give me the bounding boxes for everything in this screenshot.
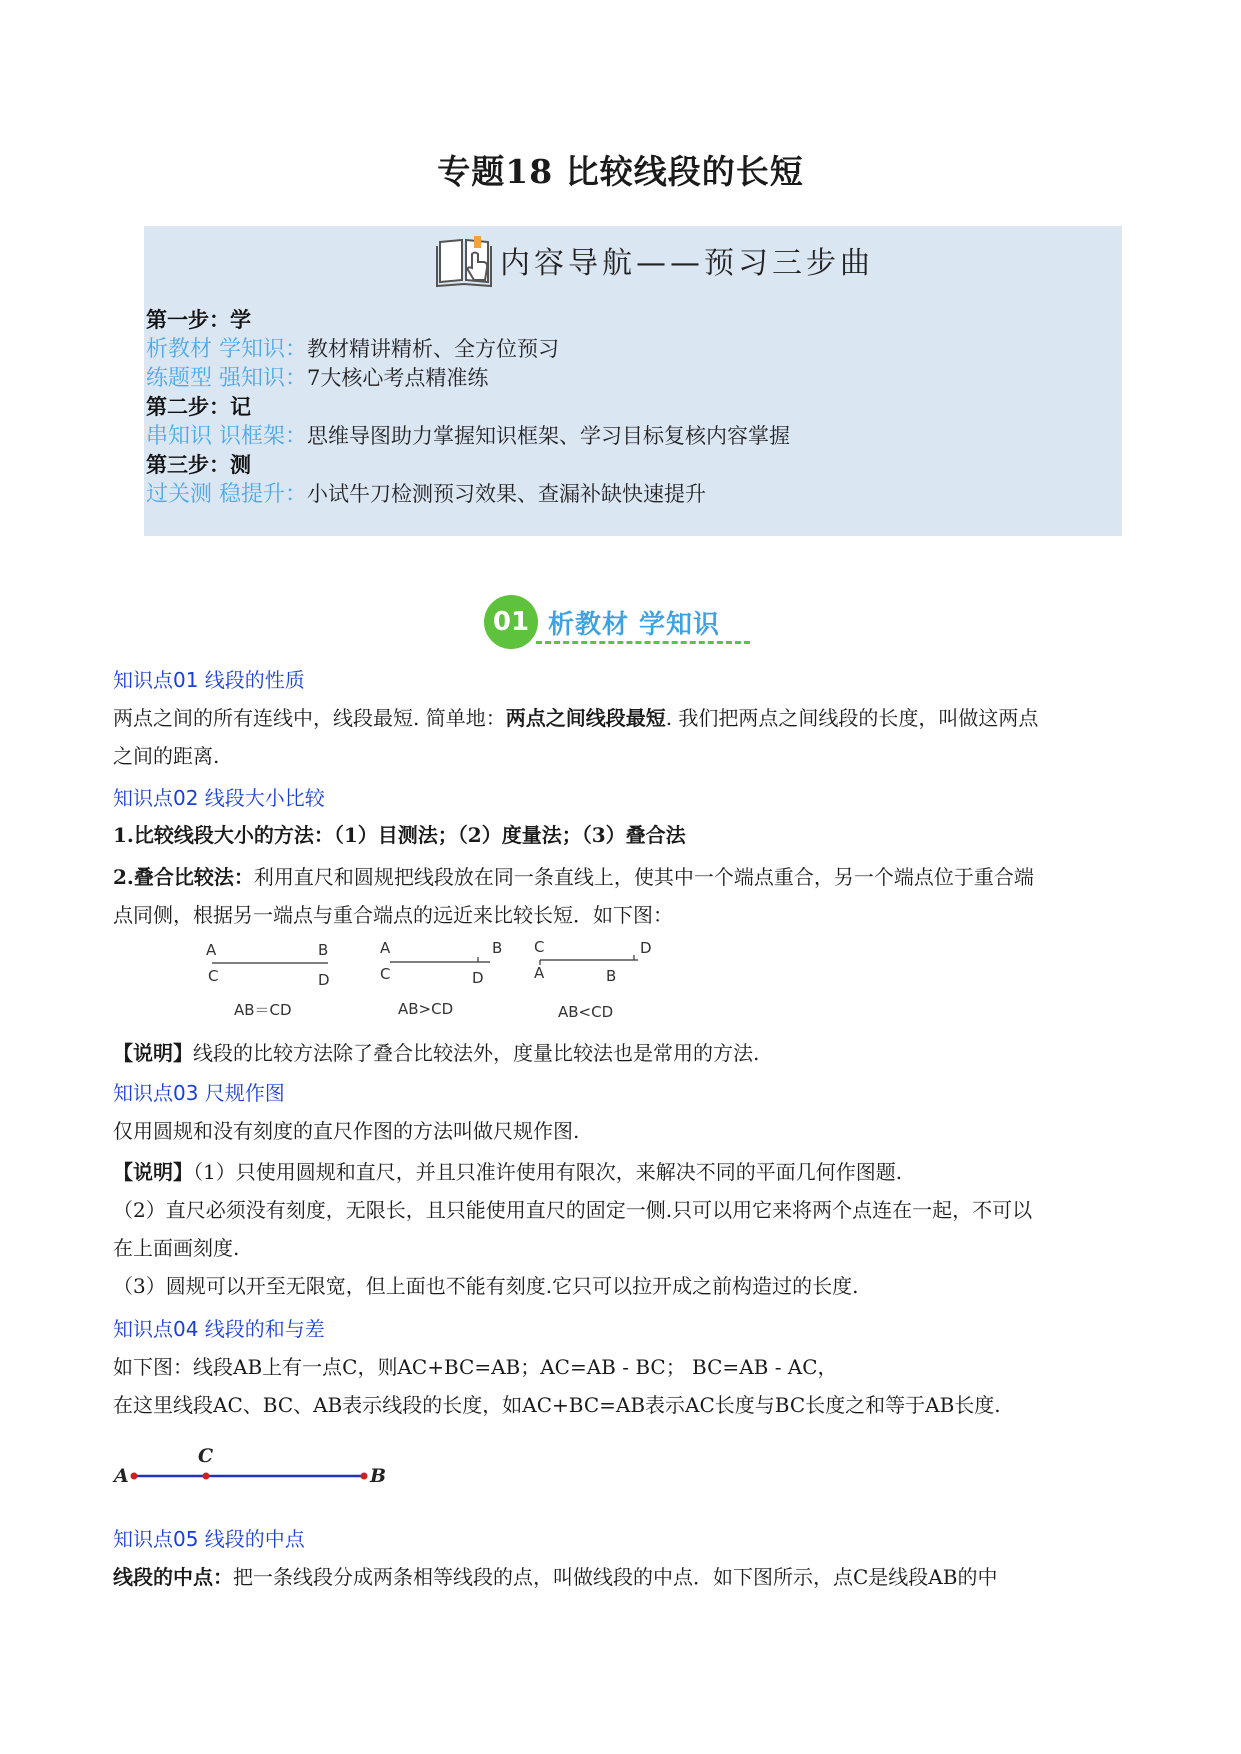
nav-line-3 (146, 422, 790, 451)
point-a-label: A (114, 1465, 129, 1487)
section-number: 01 (484, 595, 538, 649)
kp2-overlap-bold: 2.叠合比较法： (113, 865, 254, 889)
kp1-line-2: 之间的距离. (113, 744, 220, 768)
comparison-equal (206, 941, 330, 1019)
kp5-bold: 线段的中点： (113, 1565, 233, 1589)
kp2-overlap (113, 858, 1123, 934)
nav-line-4-desc: 小试牛刀检测预习效果、查漏补缺快速提升 (307, 482, 706, 506)
fig1-bot-left: C (208, 967, 219, 985)
fig3-caption: AB<CD (558, 1003, 614, 1021)
kp2-overlap-line-1 (113, 858, 1123, 896)
point-c-label: C (198, 1445, 214, 1467)
kp1-text-bold: 两点之间线段最短 (505, 706, 666, 730)
fig2-top-left: A (380, 939, 391, 957)
fig1-top-left: A (206, 941, 217, 959)
kp4-line-2: 在这里线段AC、BC、AB表示线段的长度，如AC+BC=AB表示AC长度与BC长度之和等于AB长度. (113, 1393, 1001, 1417)
kp2-heading: 知识点02 线段大小比较 (113, 786, 325, 810)
nav-line-1-desc: 教材精讲精析、全方位预习 (307, 337, 559, 361)
kp3-note-1-text: （1）只使用圆规和直尺，并且只准许使用有限次，来解决不同的平面几何作图题. (193, 1160, 903, 1184)
nav-step-2: 第二步：记 (146, 395, 251, 419)
kp3-note-1 (113, 1153, 1123, 1191)
nav-line-1-highlight: 析教材 学知识： (146, 337, 307, 362)
book-pointer-icon (434, 230, 494, 290)
fig1-bot-right: D (318, 971, 330, 989)
kp3-notes (113, 1153, 1123, 1305)
fig3-bot-right: B (606, 967, 617, 985)
kp3-note-2b: 在上面画刻度. (113, 1236, 240, 1260)
section-label: 析教材 学知识 (548, 609, 721, 640)
nav-header (434, 228, 874, 292)
kp2-note-bold: 【说明】 (113, 1041, 193, 1065)
kp2-note (113, 1034, 1123, 1072)
kp5-paragraph (113, 1558, 1123, 1596)
segment-comparison-figure (200, 935, 680, 1025)
nav-line-3-highlight: 串知识 识框架： (146, 424, 307, 449)
nav-line-2-highlight: 练题型 强知识： (146, 366, 307, 391)
segment-sum-figure (110, 1445, 400, 1495)
content-navigation-box (144, 226, 1122, 536)
fig1-top-right: B (318, 941, 329, 959)
comparison-greater (380, 939, 502, 1018)
page-title: 专题18 比较线段的长短 (437, 152, 804, 191)
kp3-note-bold: 【说明】 (113, 1160, 193, 1184)
kp2-overlap-line-2: 点同侧，根据另一端点与重合端点的远近来比较长短．如下图： (113, 903, 673, 927)
fig1-caption: AB＝CD (234, 1001, 292, 1019)
nav-line-3-desc: 思维导图助力掌握知识框架、学习目标复核内容掌握 (307, 424, 790, 448)
kp5-heading: 知识点05 线段的中点 (113, 1527, 305, 1551)
kp3-heading: 知识点03 尺规作图 (113, 1081, 285, 1105)
nav-header-text: 内容导航——预习三步曲 (500, 246, 874, 281)
comparison-less (534, 938, 652, 1021)
point-b-label: B (370, 1465, 387, 1487)
kp4-heading: 知识点04 线段的和与差 (113, 1317, 325, 1341)
fig2-top-right: B (492, 939, 503, 957)
fig2-caption: AB>CD (398, 1000, 454, 1018)
nav-step-1: 第一步：学 (146, 308, 251, 332)
kp2-note-text: 线段的比较方法除了叠合比较法外，度量比较法也是常用的方法. (193, 1041, 760, 1065)
kp2-method: 1.比较线段大小的方法：（1）目测法；（2）度量法；（3）叠合法 (113, 823, 686, 847)
kp2-overlap-text: 利用直尺和圆规把线段放在同一条直线上，使其中一个端点重合，另一个端点位于重合端 (253, 865, 1034, 889)
fig3-bot-left: A (534, 964, 545, 982)
fig3-top-right: D (640, 939, 652, 957)
nav-line-2 (146, 364, 790, 393)
kp1-heading: 知识点01 线段的性质 (113, 668, 305, 692)
kp3-text: 仅用圆规和没有刻度的直尺作图的方法叫做尺规作图. (113, 1119, 580, 1143)
kp1-line-1 (113, 699, 1123, 737)
section-underline (536, 641, 750, 644)
kp1-text-b: . 我们把两点之间线段的长度，叫做这两点 (665, 706, 1039, 730)
nav-line-4 (146, 480, 790, 509)
kp3-note-2a: （2）直尺必须没有刻度，无限长，且只能使用直尺的固定一侧.只可以用它来将两个点连在一起，不可以 (113, 1198, 1033, 1222)
nav-step-3: 第三步：测 (146, 453, 251, 477)
nav-line-2-desc: 7大核心考点精准练 (307, 366, 489, 390)
kp4-line-1: 如下图：线段AB上有一点C，则AC+BC=AB；AC=AB - BC； BC=AB - AC， (113, 1355, 838, 1379)
fig2-bot-right: D (472, 969, 484, 987)
fig3-top-left: C (534, 938, 545, 956)
nav-lines (146, 306, 790, 509)
kp4-paragraph (113, 1348, 1123, 1424)
fig2-bot-left: C (380, 965, 391, 983)
kp1-paragraph (113, 699, 1123, 775)
nav-line-4-highlight: 过关测 稳提升： (146, 482, 307, 507)
nav-line-1 (146, 335, 790, 364)
kp5-text: 把一条线段分成两条相等线段的点，叫做线段的中点．如下图所示，点C是线段AB的中 (233, 1565, 998, 1589)
kp1-text-a: 两点之间的所有连线中，线段最短. 简单地： (113, 706, 506, 730)
kp3-note-3: （3）圆规可以开至无限宽，但上面也不能有刻度.它只可以拉开成之前构造过的长度. (113, 1274, 859, 1298)
